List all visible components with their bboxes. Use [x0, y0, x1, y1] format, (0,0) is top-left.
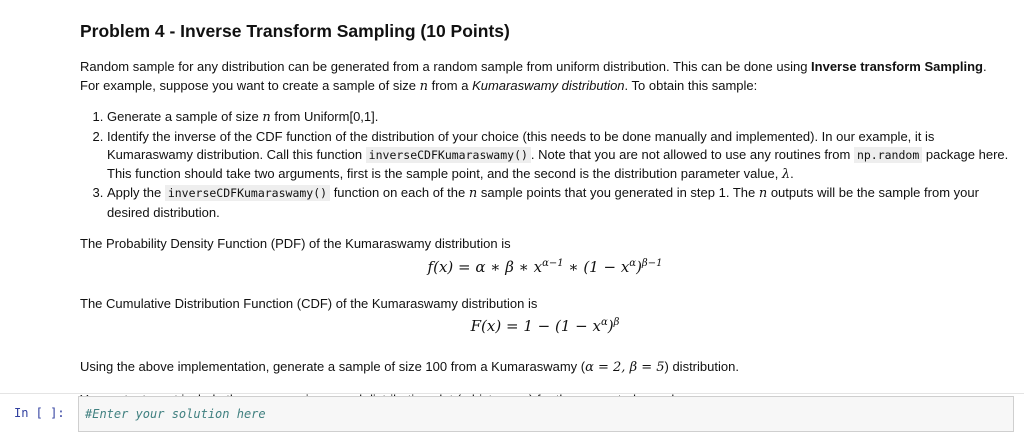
pdf-formula-exp1: α−1	[542, 257, 564, 269]
intro-text-3: For example, suppose you want to create a sample of size	[80, 77, 420, 93]
step-2-code-np-random: np.random	[854, 147, 922, 163]
pdf-formula-lhs: f(x) = α ∗ β ∗ x	[427, 257, 543, 276]
step-3-n2: n	[758, 186, 768, 201]
step-3-code-function: inverseCDFKumaraswamy()	[165, 185, 330, 201]
markdown-cell	[80, 8, 1010, 409]
cdf-formula-exp2: β	[613, 317, 620, 328]
cell-divider	[0, 393, 1024, 394]
intro-text-5: . To obtain this sample:	[624, 77, 758, 93]
step-1-n: n	[262, 110, 271, 125]
intro-paragraph	[80, 58, 1010, 96]
intro-text-4: from a	[428, 77, 473, 93]
step-2	[107, 128, 1010, 185]
step-2-text-a: Identify the inverse of the CDF function of the distribution of your choice (this needs to be done manually and implemented). In our example, it is Kumaraswamy distribution. Call this function	[107, 128, 935, 162]
intro-n: n	[419, 78, 428, 94]
step-2-text-b: . Note that you are not allowed to use any routines from	[530, 147, 854, 162]
step-3-text-b: function on each of the	[330, 185, 469, 200]
step-3-text-d: outputs will be the sample from your desired distribution.	[107, 185, 979, 220]
pdf-formula	[80, 254, 1010, 277]
step-1-text-b: from Uniform[0,1].	[270, 109, 379, 124]
step-2-text-d: .	[790, 165, 794, 181]
step-3-n1: n	[468, 186, 478, 201]
pdf-formula-close: )	[636, 257, 642, 276]
intro-italic: Kumaraswamy distribution	[472, 77, 625, 93]
step-2-lambda: λ	[781, 166, 791, 182]
instruction-params: α = 2, β = 5	[585, 360, 665, 375]
cdf-formula-close: )	[607, 317, 614, 335]
intro-bold: Inverse transform Sampling	[811, 59, 983, 74]
step-1-text-a: Generate a sample of size	[107, 109, 263, 124]
cdf-formula	[80, 313, 1010, 336]
instruction-text-b: ) distribution.	[664, 359, 739, 374]
step-3	[107, 184, 1010, 222]
step-1	[107, 108, 1010, 128]
cdf-formula-exp1: α	[600, 317, 608, 328]
cdf-formula-lhs: F(x) = 1 − (1 − x	[470, 317, 601, 335]
intro-text-2: .	[983, 59, 987, 74]
step-3-text-a: Apply the	[107, 185, 165, 200]
pdf-formula-mid: ∗ (1 − x	[563, 257, 630, 276]
input-prompt: In [ ]:	[14, 406, 65, 420]
steps-list	[80, 108, 1010, 222]
instruction-text-a: Using the above implementation, generate a sample of size 100 from a Kumaraswamy (	[80, 359, 586, 374]
intro-text-1: Random sample for any distribution can be generated from a random sample from uniform distribution. This can be done using	[80, 59, 812, 74]
cdf-label: The Cumulative Distribution Function (CDF) of the Kumaraswamy distribution is	[80, 295, 538, 311]
pdf-label: The Probability Density Function (PDF) of the Kumaraswamy distribution is	[80, 236, 511, 251]
instruction-line	[80, 358, 1010, 378]
step-3-text-c: sample points that you generated in step 1. The	[477, 185, 759, 200]
pdf-formula-exp2: α	[629, 257, 637, 269]
step-2-code-function: inverseCDFKumaraswamy()	[366, 147, 531, 163]
code-comment[interactable]: #Enter your solution here	[85, 407, 266, 421]
problem-heading: Problem 4 - Inverse Transform Sampling (10 Points)	[80, 21, 510, 41]
pdf-formula-exp3: β−1	[641, 257, 663, 269]
code-cell-editor[interactable]	[78, 396, 1014, 432]
step-2-text-c: package here. This function should take two arguments, first is the sample point, and the second is the distribution parameter value,	[107, 147, 1009, 181]
